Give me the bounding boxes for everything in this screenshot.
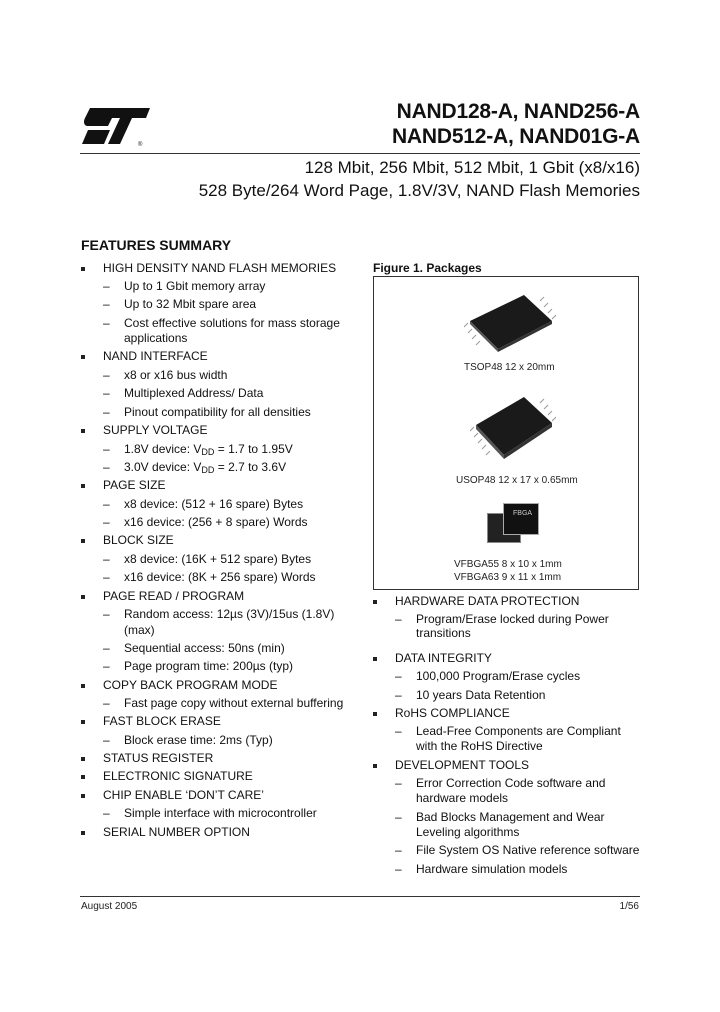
bullet [81, 267, 85, 271]
feature-item: HIGH DENSITY NAND FLASH MEMORIES [103, 261, 337, 275]
feature-subitem-cont: hardware models [416, 791, 509, 805]
feature-subitem: 10 years Data Retention [416, 688, 546, 702]
feature-item: DATA INTEGRITY [395, 651, 492, 665]
feature-subitem: Block erase time: 2ms (Typ) [124, 733, 273, 747]
feature-subitem: Sequential access: 50ns (min) [124, 641, 285, 655]
feature-subitem: x8 device: (16K + 512 spare) Bytes [124, 552, 312, 566]
feature-subitem-cont: transitions [416, 626, 471, 640]
bullet [81, 429, 85, 433]
feature-subitem-cont: (max) [124, 623, 155, 637]
feature-subitem: Hardware simulation models [416, 862, 568, 876]
feature-item: NAND INTERFACE [103, 349, 208, 363]
feature-item: COPY BACK PROGRAM MODE [103, 678, 278, 692]
bullet [373, 657, 377, 661]
feature-subitem: Error Correction Code software and [416, 776, 606, 790]
feature-subitem: x16 device: (256 + 8 spare) Words [124, 515, 308, 529]
package-caption: TSOP48 12 x 20mm [464, 362, 555, 373]
feature-item: SUPPLY VOLTAGE [103, 423, 208, 437]
bullet [81, 794, 85, 798]
feature-item: CHIP ENABLE ‘DON’T CARE’ [103, 788, 264, 802]
document-subtitle-line1: 128 Mbit, 256 Mbit, 512 Mbit, 1 Gbit (x8/x16) [304, 158, 640, 177]
feature-subitem-cont: with the RoHS Directive [416, 739, 543, 753]
feature-item: PAGE SIZE [103, 478, 166, 492]
feature-subitem: x8 device: (512 + 16 spare) Bytes [124, 497, 304, 511]
bullet [81, 539, 85, 543]
bullet [373, 712, 377, 716]
feature-subitem: Pinout compatibility for all densities [124, 405, 311, 419]
figure-title: Figure 1. Packages [373, 261, 482, 275]
bullet [81, 775, 85, 779]
feature-subitem: x8 or x16 bus width [124, 368, 228, 382]
bullet [373, 600, 377, 604]
feature-subitem: Bad Blocks Management and Wear [416, 810, 605, 824]
bullet [81, 355, 85, 359]
feature-subitem: x16 device: (8K + 256 spare) Words [124, 570, 316, 584]
feature-item: ELECTRONIC SIGNATURE [103, 769, 253, 783]
feature-subitem: 3.0V device: $V_{DD} = 2.7$ to 3.6V [124, 460, 287, 475]
package-caption: VFBGA63 9 x 11 x 1mm [454, 572, 562, 583]
footer-divider [80, 896, 640, 897]
feature-item: BLOCK SIZE [103, 533, 174, 547]
feature-subitem: Multiplexed Address/ Data [124, 386, 264, 400]
bullet [81, 757, 85, 761]
feature-subitem: Random access: 12µs (3V)/15us (1.8V) [124, 607, 335, 621]
feature-item: SERIAL NUMBER OPTION [103, 825, 250, 839]
feature-subitem: Fast page copy without external buffering [124, 696, 344, 710]
feature-item: FAST BLOCK ERASE [103, 714, 221, 728]
feature-subitem: File System OS Native reference software [416, 843, 640, 857]
features-left-column: HIGH DENSITY NAND FLASH MEMORIES – Up to 1 Gbit memory array – Up to 32 Mbit spare area – Cost effective solutions for mass storage applications NAND INTERFACE – x8 or x16 bus width – Multiplexed Address/ Data – Pinout compatibility for all densities SUPPLY VOLTAGE – 1.8V device: $V_{DD} = 1.7$ to 1.95V – 3.0V device: $V_{DD} = 2.7$ to 3.6V PAGE SIZE – x8 device: (512 + 16 spare) Bytes – x16 device: (256 + 8 spare) Words BLOCK SIZE – x8 device: (16K + 512 spare) Bytes – x16 device: (8K + 256 spare) Words PAGE READ / PROGRAM – Random access: 12µs (3V)/15us (1.8V) (max) – Sequential access: 50ns (min) – Page program time: 200µs (typ) COPY BACK PROGRAM MODE – Fast page copy without external buffering FAST BLOCK ERASE – Block erase time: 2ms (Typ) STATUS REGISTER ELECTRONIC SIGNATURE CHIP ENABLE ‘DON’T CARE’ – Simple interface with microcontroller SERIAL NUMBER OPTION [81, 0, 361, 1012]
document-title-line1: NAND128-A, NAND256-A [396, 100, 640, 123]
bullet [81, 595, 85, 599]
feature-subitem: Up to 1 Gbit memory array [124, 279, 266, 293]
feature-subitem: Cost effective solutions for mass storage [124, 316, 340, 330]
bullet [81, 831, 85, 835]
bullet [81, 684, 85, 688]
feature-item: STATUS REGISTER [103, 751, 214, 765]
document-subtitle-line2: 528 Byte/264 Word Page, 1.8V/3V, NAND Flash Memories [198, 181, 640, 200]
feature-subitem: Lead-Free Components are Compliant [416, 724, 621, 738]
package-caption: VFBGA55 8 x 10 x 1mm [454, 559, 562, 570]
feature-subitem: Up to 32 Mbit spare area [124, 297, 257, 311]
feature-subitem: Simple interface with microcontroller [124, 806, 317, 820]
feature-item: DEVELOPMENT TOOLS [395, 758, 530, 772]
feature-subitem: 1.8V device: $V_{DD} = 1.7$ to 1.95V [124, 442, 293, 457]
features-right-column: HARDWARE DATA PROTECTION – Program/Erase locked during Power transitions DATA INTEGRITY – 100,000 Program/Erase cycles – 10 years Data Retention RoHS COMPLIANCE – Lead-Free Components are Compliant with the RoHS Directive DEVELOPMENT TOOLS – Error Correction Code software and hardware models – Bad Blocks Management and Wear Leveling algorithms – File System OS Native reference software – Hardware simulation models [373, 0, 653, 1012]
svg-text:®: ® [138, 142, 143, 148]
page-number: 1/56 [619, 901, 639, 912]
fbga-chip-label: FBGA [513, 510, 533, 517]
bullet [81, 720, 85, 724]
feature-subitem: Program/Erase locked during Power [416, 612, 609, 626]
feature-subitem-cont: applications [124, 331, 188, 345]
feature-item: RoHS COMPLIANCE [395, 706, 510, 720]
document-title-line2: NAND512-A, NAND01G-A [391, 125, 640, 148]
feature-subitem: Page program time: 200µs (typ) [124, 659, 293, 673]
footer-date: August 2005 [81, 901, 138, 912]
bullet [81, 484, 85, 488]
package-caption: USOP48 12 x 17 x 0.65mm [456, 475, 578, 486]
bullet [373, 764, 377, 768]
features-heading: FEATURES SUMMARY [81, 237, 232, 253]
feature-subitem-cont: Leveling algorithms [416, 825, 520, 839]
feature-item: HARDWARE DATA PROTECTION [395, 594, 580, 608]
feature-subitem: 100,000 Program/Erase cycles [416, 669, 581, 683]
feature-item: PAGE READ / PROGRAM [103, 589, 245, 603]
